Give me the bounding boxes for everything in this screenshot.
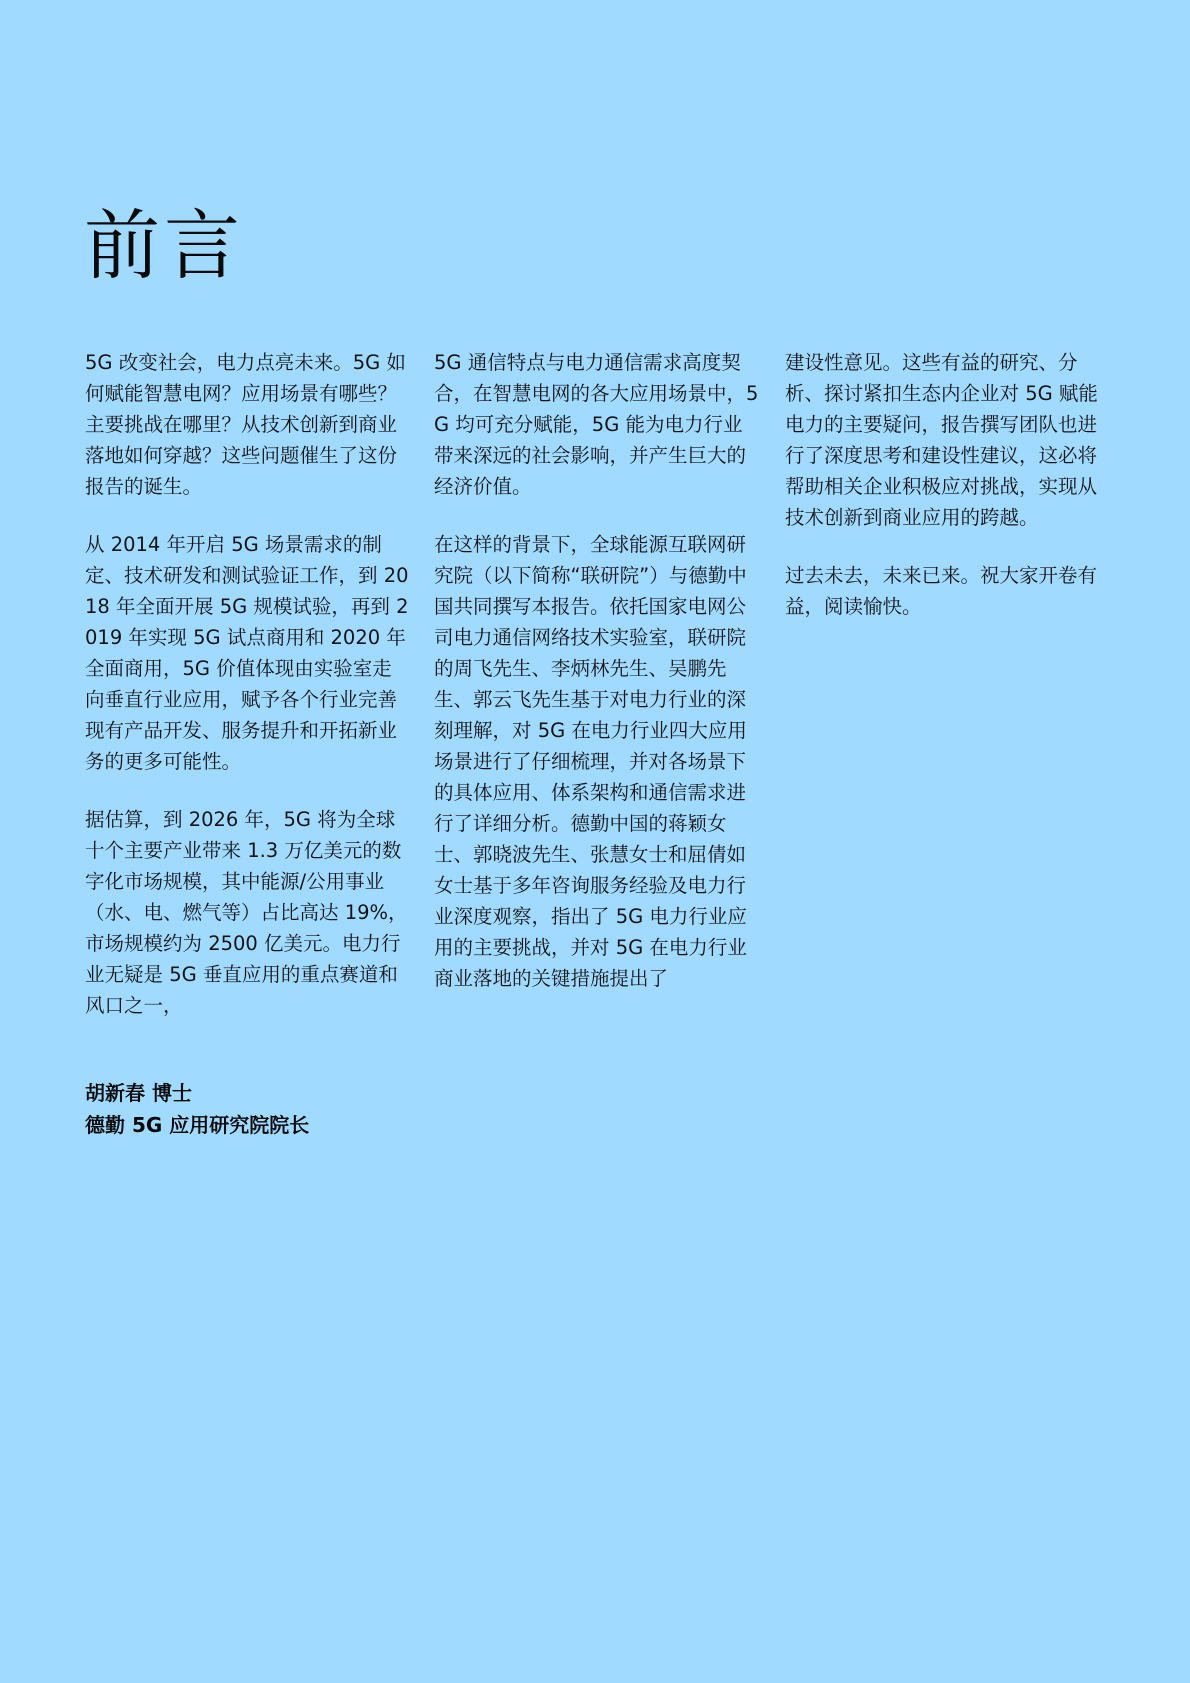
page-title: 前言 (84, 201, 244, 290)
signature-position: 德勤 5G 应用研究院院长 (85, 1113, 310, 1137)
text-column-2 (434, 347, 759, 1021)
paragraph-closing-wishes: 过去未去，未来已来。祝大家开卷有益，阅读愉快。 (785, 564, 1098, 618)
paragraph-intro-questions: 5G 改变社会，电力点亮未来。5G 如何赋能智慧电网？应用场景有哪些？主要挑战在哪里？从技术创新到商业落地如何穿越？这些问题催生了这份报告的诞生。 (85, 351, 406, 498)
paragraph-market-estimate: 据估算，到 2026 年，5G 将为全球十个主要产业带来 1.3 万亿美元的数字化市场规模，其中能源/公用事业（水、电、燃气等）占比高达 19%，市场规模约为 2500 亿美元。电力行业无疑是 5G 垂直应用的重点赛道和风口之一， (85, 808, 408, 1017)
paragraph-5g-power-fit: 5G 通信特点与电力通信需求高度契合，在智慧电网的各大应用场景中，5G 均可充分赋能，5G 能为电力行业带来深远的社会影响，并产生巨大的经济价值。 (434, 351, 759, 498)
paragraph-report-authors: 在这样的背景下，全球能源互联网研究院（以下简称“联研院”）与德勤中国共同撰写本报告。依托国家电网公司电力通信网络技术实验室，联研院的周飞先生、李炳林先生、吴鹏先生、郭云飞先生基于对电力行业的深刻理解，对 5G 在电力行业四大应用场景进行了仔细梳理，并对各场景下的具体应用、体系架构和通信需求进行了详细分析。德勤中国的蒋颖女士、郭晓波先生、张慧女士和屈倩如女士基于多年咨询服务经验及电力行业深度观察，指出了 5G 电力行业应用的主要挑战，并对 5G 在电力行业商业落地的关键措施提出了 (434, 533, 747, 990)
text-column-3 (785, 347, 1110, 649)
paragraph-constructive-advice: 建设性意见。这些有益的研究、分析、探讨紧扣生态内企业对 5G 赋能电力的主要疑问，报告撰写团队也进行了深度思考和建设性建议，这必将帮助相关企业积极应对挑战，实现从技术创新到商业应用的跨越。 (785, 351, 1098, 529)
paragraph-5g-timeline: 从 2014 年开启 5G 场景需求的制定、技术研发和测试验证工作，到 2018 年全面开展 5G 规模试验，再到 2019 年实现 5G 试点商用和 2020 年全面商用，5G 价值体现由实验室走向垂直行业应用，赋予各个行业完善现有产品开发、服务提升和开拓新业务的更多可能性。 (85, 533, 409, 773)
signature-name: 胡新春 博士 (85, 1081, 192, 1105)
signature-block (85, 1077, 309, 1141)
text-column-1 (85, 347, 410, 1048)
